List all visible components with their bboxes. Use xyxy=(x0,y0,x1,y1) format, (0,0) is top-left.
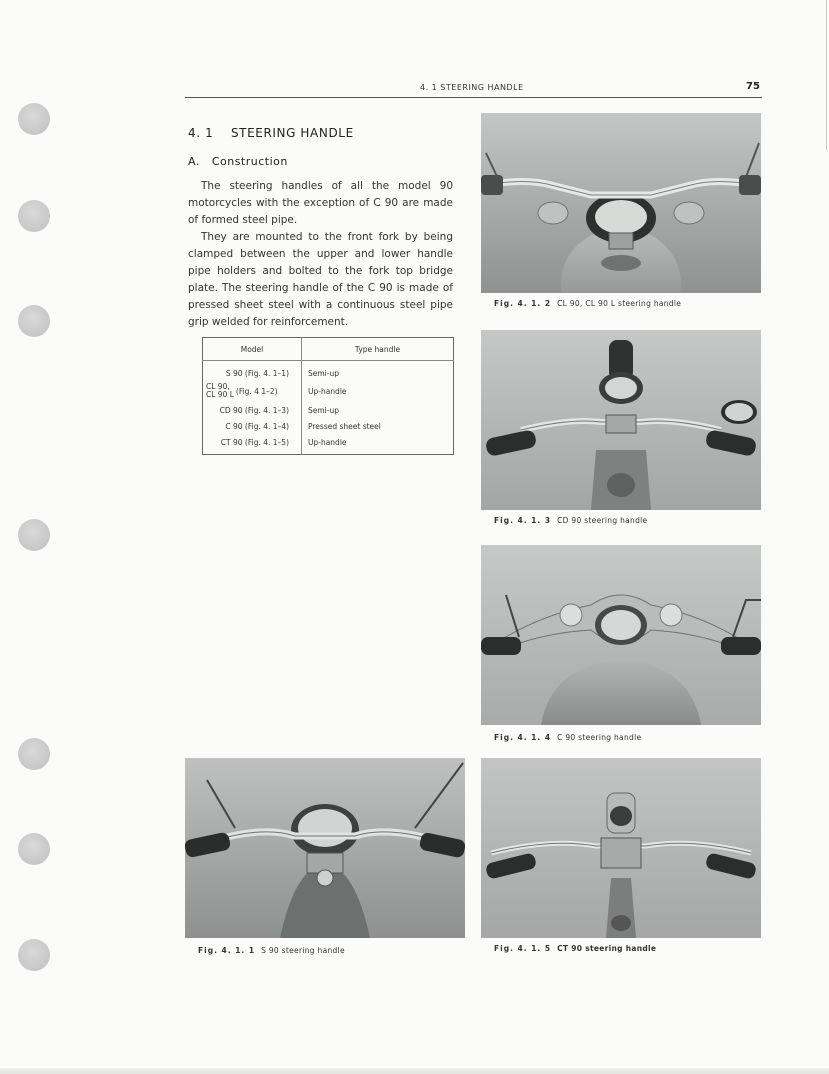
figure-caption xyxy=(198,946,345,955)
handle-type-table xyxy=(202,337,454,455)
type-cell: Pressed sheet steel xyxy=(308,421,381,431)
paragraph: They are mounted to the front fork by being clamped between the upper and lower handle pipe holders and bolted to the fork top bridge plate. The steering handle of the C 90 is made of pressed sheet steel with a continuous steel pipe grip welded for reinforcement. xyxy=(188,231,453,328)
binder-hole xyxy=(18,200,50,232)
column-header-type: Type handle xyxy=(302,338,454,361)
model-cell: S 90 (Fig. 4. 1–1) xyxy=(203,361,302,381)
binder-hole xyxy=(18,738,50,770)
photo-c90-handle xyxy=(481,545,761,725)
type-cell: Semi-up xyxy=(308,368,339,378)
type-cell: Up-handle xyxy=(308,386,347,396)
photo-ct90-handle xyxy=(481,758,761,938)
figure-caption xyxy=(494,944,656,953)
model-fig-ref: (Fig. 4 1–2) xyxy=(235,386,278,396)
binder-hole xyxy=(18,103,50,135)
model-name-block xyxy=(206,383,234,399)
model-cell: CD 90 (Fig. 4. 1–3) xyxy=(203,402,302,418)
type-cell: Up-handle xyxy=(308,437,347,447)
figure-label: Fig. 4. 1. 2 xyxy=(494,299,552,308)
figure-caption-text: CD 90 steering handle xyxy=(557,516,648,525)
table-row xyxy=(203,361,454,381)
running-head: 4. 1 STEERING HANDLE xyxy=(420,83,524,92)
figure-caption-text: C 90 steering handle xyxy=(557,733,642,742)
figure-caption xyxy=(494,299,681,308)
figure-label: Fig. 4. 1. 5 xyxy=(494,944,552,953)
model-cell: C 90 (Fig. 4. 1–4) xyxy=(203,418,302,434)
binder-hole xyxy=(18,833,50,865)
photo-cd90-handle xyxy=(481,330,761,510)
figure-caption-text: CL 90, CL 90 L steering handle xyxy=(557,299,682,308)
figure-caption xyxy=(494,733,641,742)
page-edge xyxy=(826,0,827,150)
photo-s90-handle xyxy=(185,758,465,938)
figure-caption-text: CT 90 steering handle xyxy=(557,944,657,953)
binder-hole xyxy=(18,939,50,971)
table-row xyxy=(203,418,454,434)
page-number: 75 xyxy=(746,81,760,92)
model-cell xyxy=(203,380,302,402)
table-row xyxy=(203,402,454,418)
model-cell: CT 90 (Fig. 4. 1–5) xyxy=(203,434,302,455)
binder-hole xyxy=(18,519,50,551)
column-header-model: Model xyxy=(203,338,302,361)
section-title: 4. 1 STEERING HANDLE xyxy=(188,126,354,140)
table-row xyxy=(203,434,454,455)
figure-label: Fig. 4. 1. 4 xyxy=(494,733,552,742)
header-rule xyxy=(185,97,762,98)
photo-cl90-handle xyxy=(481,113,761,293)
subsection-title: A. Construction xyxy=(188,155,288,168)
table-row xyxy=(203,380,454,402)
type-cell: Semi-up xyxy=(308,405,339,415)
figure-caption xyxy=(494,516,647,525)
figure-caption-text: S 90 steering handle xyxy=(261,946,345,955)
model-name-line: CL 90, xyxy=(206,382,230,391)
body-text xyxy=(188,178,453,331)
model-name-line: CL 90 L xyxy=(206,390,234,399)
paragraph: The steering handles of all the model 90 motorcycles with the exception of C 90 are made of formed steel pipe. xyxy=(188,180,453,226)
page-bottom-edge xyxy=(0,1068,829,1074)
figure-label: Fig. 4. 1. 3 xyxy=(494,516,552,525)
figure-label: Fig. 4. 1. 1 xyxy=(198,946,256,955)
binder-hole xyxy=(18,305,50,337)
